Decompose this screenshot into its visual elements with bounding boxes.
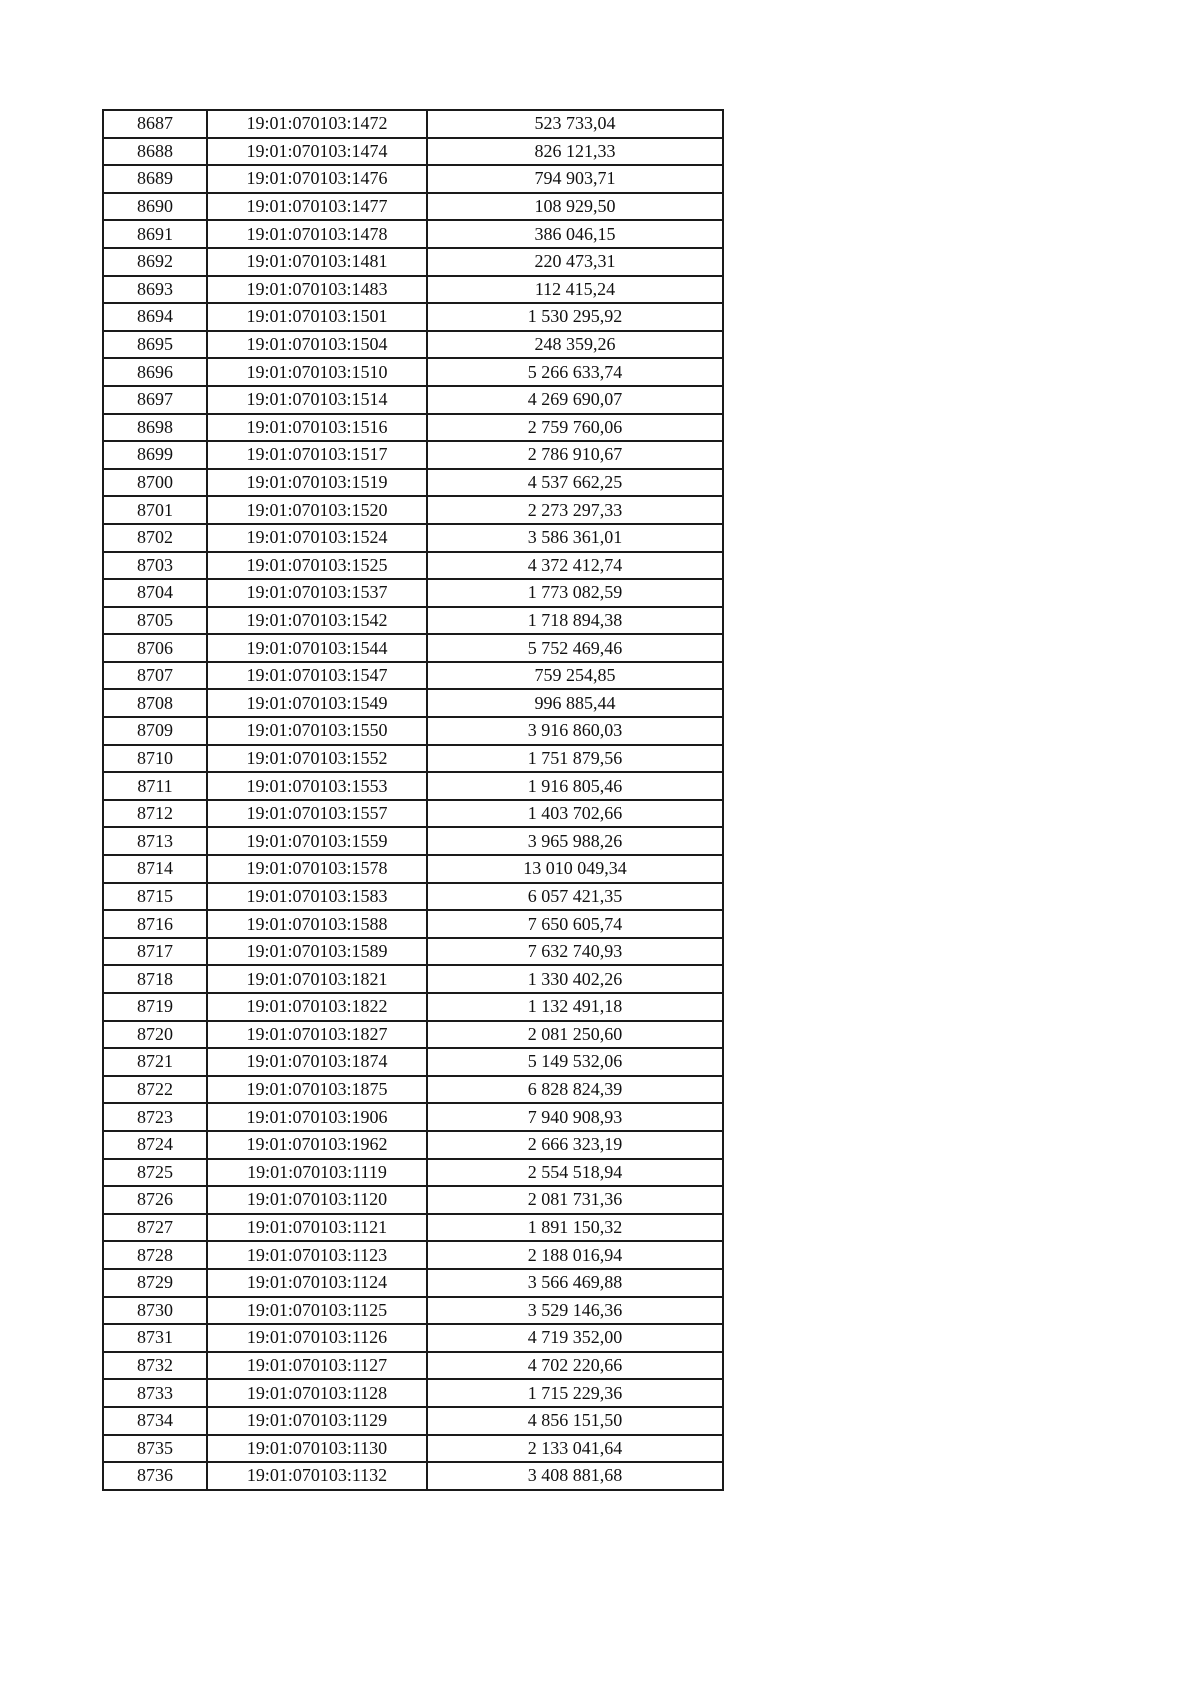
- table-row: [103, 1352, 723, 1380]
- value-cell: 4 719 352,00: [427, 1324, 723, 1352]
- table-row: [103, 1214, 723, 1242]
- table-body: [103, 110, 723, 1490]
- row-number-cell: 8733: [103, 1379, 207, 1407]
- row-number-cell: 8700: [103, 469, 207, 497]
- table-row: [103, 524, 723, 552]
- cadastral-number-cell: 19:01:070103:1483: [207, 276, 427, 304]
- value-cell: 1 330 402,26: [427, 965, 723, 993]
- value-cell: 794 903,71: [427, 165, 723, 193]
- table-row: [103, 938, 723, 966]
- value-cell: 1 751 879,56: [427, 745, 723, 773]
- value-cell: 6 057 421,35: [427, 883, 723, 911]
- value-cell: 2 273 297,33: [427, 496, 723, 524]
- value-cell: 3 916 860,03: [427, 717, 723, 745]
- table-row: [103, 772, 723, 800]
- cadastral-number-cell: 19:01:070103:1472: [207, 110, 427, 138]
- table-row: [103, 1241, 723, 1269]
- cadastral-number-cell: 19:01:070103:1827: [207, 1021, 427, 1049]
- table-row: [103, 883, 723, 911]
- row-number-cell: 8730: [103, 1297, 207, 1325]
- table-row: [103, 745, 723, 773]
- table-row: [103, 965, 723, 993]
- table-row: [103, 276, 723, 304]
- row-number-cell: 8723: [103, 1103, 207, 1131]
- cadastral-number-cell: 19:01:070103:1127: [207, 1352, 427, 1380]
- cadastral-value-table: [102, 109, 724, 1491]
- table-row: [103, 1131, 723, 1159]
- row-number-cell: 8707: [103, 662, 207, 690]
- row-number-cell: 8709: [103, 717, 207, 745]
- row-number-cell: 8704: [103, 579, 207, 607]
- row-number-cell: 8726: [103, 1186, 207, 1214]
- table-row: [103, 855, 723, 883]
- cadastral-number-cell: 19:01:070103:1874: [207, 1048, 427, 1076]
- table-row: [103, 552, 723, 580]
- cadastral-number-cell: 19:01:070103:1121: [207, 1214, 427, 1242]
- value-cell: 759 254,85: [427, 662, 723, 690]
- cadastral-number-cell: 19:01:070103:1126: [207, 1324, 427, 1352]
- cadastral-number-cell: 19:01:070103:1589: [207, 938, 427, 966]
- table-row: [103, 1048, 723, 1076]
- row-number-cell: 8691: [103, 220, 207, 248]
- cadastral-number-cell: 19:01:070103:1559: [207, 827, 427, 855]
- row-number-cell: 8699: [103, 441, 207, 469]
- cadastral-number-cell: 19:01:070103:1524: [207, 524, 427, 552]
- row-number-cell: 8716: [103, 910, 207, 938]
- row-number-cell: 8687: [103, 110, 207, 138]
- cadastral-number-cell: 19:01:070103:1129: [207, 1407, 427, 1435]
- row-number-cell: 8731: [103, 1324, 207, 1352]
- value-cell: 1 891 150,32: [427, 1214, 723, 1242]
- row-number-cell: 8689: [103, 165, 207, 193]
- cadastral-number-cell: 19:01:070103:1906: [207, 1103, 427, 1131]
- cadastral-number-cell: 19:01:070103:1875: [207, 1076, 427, 1104]
- value-cell: 3 586 361,01: [427, 524, 723, 552]
- row-number-cell: 8696: [103, 358, 207, 386]
- table-row: [103, 1379, 723, 1407]
- cadastral-number-cell: 19:01:070103:1516: [207, 414, 427, 442]
- table-row: [103, 441, 723, 469]
- table-row: [103, 910, 723, 938]
- value-cell: 2 554 518,94: [427, 1159, 723, 1187]
- cadastral-number-cell: 19:01:070103:1501: [207, 303, 427, 331]
- table-row: [103, 193, 723, 221]
- table-row: [103, 1076, 723, 1104]
- value-cell: 1 403 702,66: [427, 800, 723, 828]
- value-cell: 112 415,24: [427, 276, 723, 304]
- cadastral-number-cell: 19:01:070103:1525: [207, 552, 427, 580]
- table-row: [103, 1186, 723, 1214]
- row-number-cell: 8708: [103, 689, 207, 717]
- value-cell: 1 718 894,38: [427, 607, 723, 635]
- cadastral-number-cell: 19:01:070103:1477: [207, 193, 427, 221]
- value-cell: 523 733,04: [427, 110, 723, 138]
- row-number-cell: 8713: [103, 827, 207, 855]
- cadastral-number-cell: 19:01:070103:1557: [207, 800, 427, 828]
- table-row: [103, 220, 723, 248]
- row-number-cell: 8718: [103, 965, 207, 993]
- table-row: [103, 662, 723, 690]
- row-number-cell: 8721: [103, 1048, 207, 1076]
- row-number-cell: 8727: [103, 1214, 207, 1242]
- cadastral-number-cell: 19:01:070103:1547: [207, 662, 427, 690]
- row-number-cell: 8734: [103, 1407, 207, 1435]
- row-number-cell: 8717: [103, 938, 207, 966]
- cadastral-number-cell: 19:01:070103:1481: [207, 248, 427, 276]
- value-cell: 5 752 469,46: [427, 634, 723, 662]
- table-row: [103, 607, 723, 635]
- row-number-cell: 8695: [103, 331, 207, 359]
- table-row: [103, 496, 723, 524]
- value-cell: 2 081 731,36: [427, 1186, 723, 1214]
- value-cell: 1 530 295,92: [427, 303, 723, 331]
- cadastral-number-cell: 19:01:070103:1132: [207, 1462, 427, 1490]
- value-cell: 996 885,44: [427, 689, 723, 717]
- cadastral-number-cell: 19:01:070103:1478: [207, 220, 427, 248]
- table-row: [103, 1407, 723, 1435]
- value-cell: 5 149 532,06: [427, 1048, 723, 1076]
- row-number-cell: 8728: [103, 1241, 207, 1269]
- table-row: [103, 634, 723, 662]
- row-number-cell: 8703: [103, 552, 207, 580]
- row-number-cell: 8693: [103, 276, 207, 304]
- table-row: [103, 689, 723, 717]
- row-number-cell: 8692: [103, 248, 207, 276]
- value-cell: 6 828 824,39: [427, 1076, 723, 1104]
- cadastral-number-cell: 19:01:070103:1578: [207, 855, 427, 883]
- value-cell: 4 537 662,25: [427, 469, 723, 497]
- value-cell: 1 773 082,59: [427, 579, 723, 607]
- row-number-cell: 8719: [103, 993, 207, 1021]
- row-number-cell: 8705: [103, 607, 207, 635]
- cadastral-number-cell: 19:01:070103:1544: [207, 634, 427, 662]
- value-cell: 4 702 220,66: [427, 1352, 723, 1380]
- row-number-cell: 8711: [103, 772, 207, 800]
- cadastral-number-cell: 19:01:070103:1128: [207, 1379, 427, 1407]
- cadastral-number-cell: 19:01:070103:1124: [207, 1269, 427, 1297]
- value-cell: 2 786 910,67: [427, 441, 723, 469]
- row-number-cell: 8714: [103, 855, 207, 883]
- table-row: [103, 1021, 723, 1049]
- value-cell: 220 473,31: [427, 248, 723, 276]
- value-cell: 13 010 049,34: [427, 855, 723, 883]
- row-number-cell: 8732: [103, 1352, 207, 1380]
- value-cell: 4 372 412,74: [427, 552, 723, 580]
- value-cell: 4 856 151,50: [427, 1407, 723, 1435]
- cadastral-number-cell: 19:01:070103:1514: [207, 386, 427, 414]
- value-cell: 108 929,50: [427, 193, 723, 221]
- cadastral-number-cell: 19:01:070103:1583: [207, 883, 427, 911]
- row-number-cell: 8729: [103, 1269, 207, 1297]
- row-number-cell: 8688: [103, 138, 207, 166]
- value-cell: 826 121,33: [427, 138, 723, 166]
- cadastral-number-cell: 19:01:070103:1542: [207, 607, 427, 635]
- row-number-cell: 8698: [103, 414, 207, 442]
- cadastral-number-cell: 19:01:070103:1120: [207, 1186, 427, 1214]
- value-cell: 1 916 805,46: [427, 772, 723, 800]
- value-cell: 4 269 690,07: [427, 386, 723, 414]
- value-cell: 2 081 250,60: [427, 1021, 723, 1049]
- cadastral-number-cell: 19:01:070103:1962: [207, 1131, 427, 1159]
- row-number-cell: 8706: [103, 634, 207, 662]
- row-number-cell: 8720: [103, 1021, 207, 1049]
- table-row: [103, 1324, 723, 1352]
- value-cell: 3 965 988,26: [427, 827, 723, 855]
- value-cell: 7 940 908,93: [427, 1103, 723, 1131]
- table-row: [103, 579, 723, 607]
- row-number-cell: 8710: [103, 745, 207, 773]
- value-cell: 7 650 605,74: [427, 910, 723, 938]
- cadastral-number-cell: 19:01:070103:1474: [207, 138, 427, 166]
- cadastral-number-cell: 19:01:070103:1822: [207, 993, 427, 1021]
- row-number-cell: 8702: [103, 524, 207, 552]
- cadastral-number-cell: 19:01:070103:1550: [207, 717, 427, 745]
- table-row: [103, 138, 723, 166]
- cadastral-number-cell: 19:01:070103:1588: [207, 910, 427, 938]
- table-row: [103, 800, 723, 828]
- table-row: [103, 303, 723, 331]
- value-cell: 386 046,15: [427, 220, 723, 248]
- row-number-cell: 8722: [103, 1076, 207, 1104]
- cadastral-number-cell: 19:01:070103:1119: [207, 1159, 427, 1187]
- table-row: [103, 165, 723, 193]
- value-cell: 2 666 323,19: [427, 1131, 723, 1159]
- row-number-cell: 8735: [103, 1435, 207, 1463]
- value-cell: 1 715 229,36: [427, 1379, 723, 1407]
- value-cell: 5 266 633,74: [427, 358, 723, 386]
- row-number-cell: 8725: [103, 1159, 207, 1187]
- value-cell: 2 759 760,06: [427, 414, 723, 442]
- cadastral-number-cell: 19:01:070103:1130: [207, 1435, 427, 1463]
- table-row: [103, 110, 723, 138]
- row-number-cell: 8701: [103, 496, 207, 524]
- row-number-cell: 8690: [103, 193, 207, 221]
- table-row: [103, 1297, 723, 1325]
- cadastral-number-cell: 19:01:070103:1519: [207, 469, 427, 497]
- value-cell: 3 408 881,68: [427, 1462, 723, 1490]
- table-row: [103, 414, 723, 442]
- cadastral-number-cell: 19:01:070103:1123: [207, 1241, 427, 1269]
- row-number-cell: 8715: [103, 883, 207, 911]
- row-number-cell: 8697: [103, 386, 207, 414]
- table-row: [103, 1159, 723, 1187]
- row-number-cell: 8694: [103, 303, 207, 331]
- table-row: [103, 827, 723, 855]
- cadastral-number-cell: 19:01:070103:1125: [207, 1297, 427, 1325]
- table-row: [103, 386, 723, 414]
- table-row: [103, 358, 723, 386]
- cadastral-number-cell: 19:01:070103:1520: [207, 496, 427, 524]
- table-row: [103, 331, 723, 359]
- value-cell: 3 566 469,88: [427, 1269, 723, 1297]
- value-cell: 2 188 016,94: [427, 1241, 723, 1269]
- cadastral-number-cell: 19:01:070103:1553: [207, 772, 427, 800]
- table-row: [103, 248, 723, 276]
- row-number-cell: 8736: [103, 1462, 207, 1490]
- value-cell: 1 132 491,18: [427, 993, 723, 1021]
- cadastral-number-cell: 19:01:070103:1537: [207, 579, 427, 607]
- table-row: [103, 993, 723, 1021]
- cadastral-number-cell: 19:01:070103:1549: [207, 689, 427, 717]
- value-cell: 3 529 146,36: [427, 1297, 723, 1325]
- cadastral-number-cell: 19:01:070103:1476: [207, 165, 427, 193]
- table-row: [103, 1462, 723, 1490]
- row-number-cell: 8724: [103, 1131, 207, 1159]
- table-row: [103, 1269, 723, 1297]
- cadastral-number-cell: 19:01:070103:1510: [207, 358, 427, 386]
- table-row: [103, 1103, 723, 1131]
- value-cell: 2 133 041,64: [427, 1435, 723, 1463]
- cadastral-number-cell: 19:01:070103:1517: [207, 441, 427, 469]
- table-row: [103, 1435, 723, 1463]
- table-row: [103, 469, 723, 497]
- cadastral-number-cell: 19:01:070103:1552: [207, 745, 427, 773]
- value-cell: 7 632 740,93: [427, 938, 723, 966]
- cadastral-number-cell: 19:01:070103:1821: [207, 965, 427, 993]
- table-row: [103, 717, 723, 745]
- value-cell: 248 359,26: [427, 331, 723, 359]
- row-number-cell: 8712: [103, 800, 207, 828]
- cadastral-number-cell: 19:01:070103:1504: [207, 331, 427, 359]
